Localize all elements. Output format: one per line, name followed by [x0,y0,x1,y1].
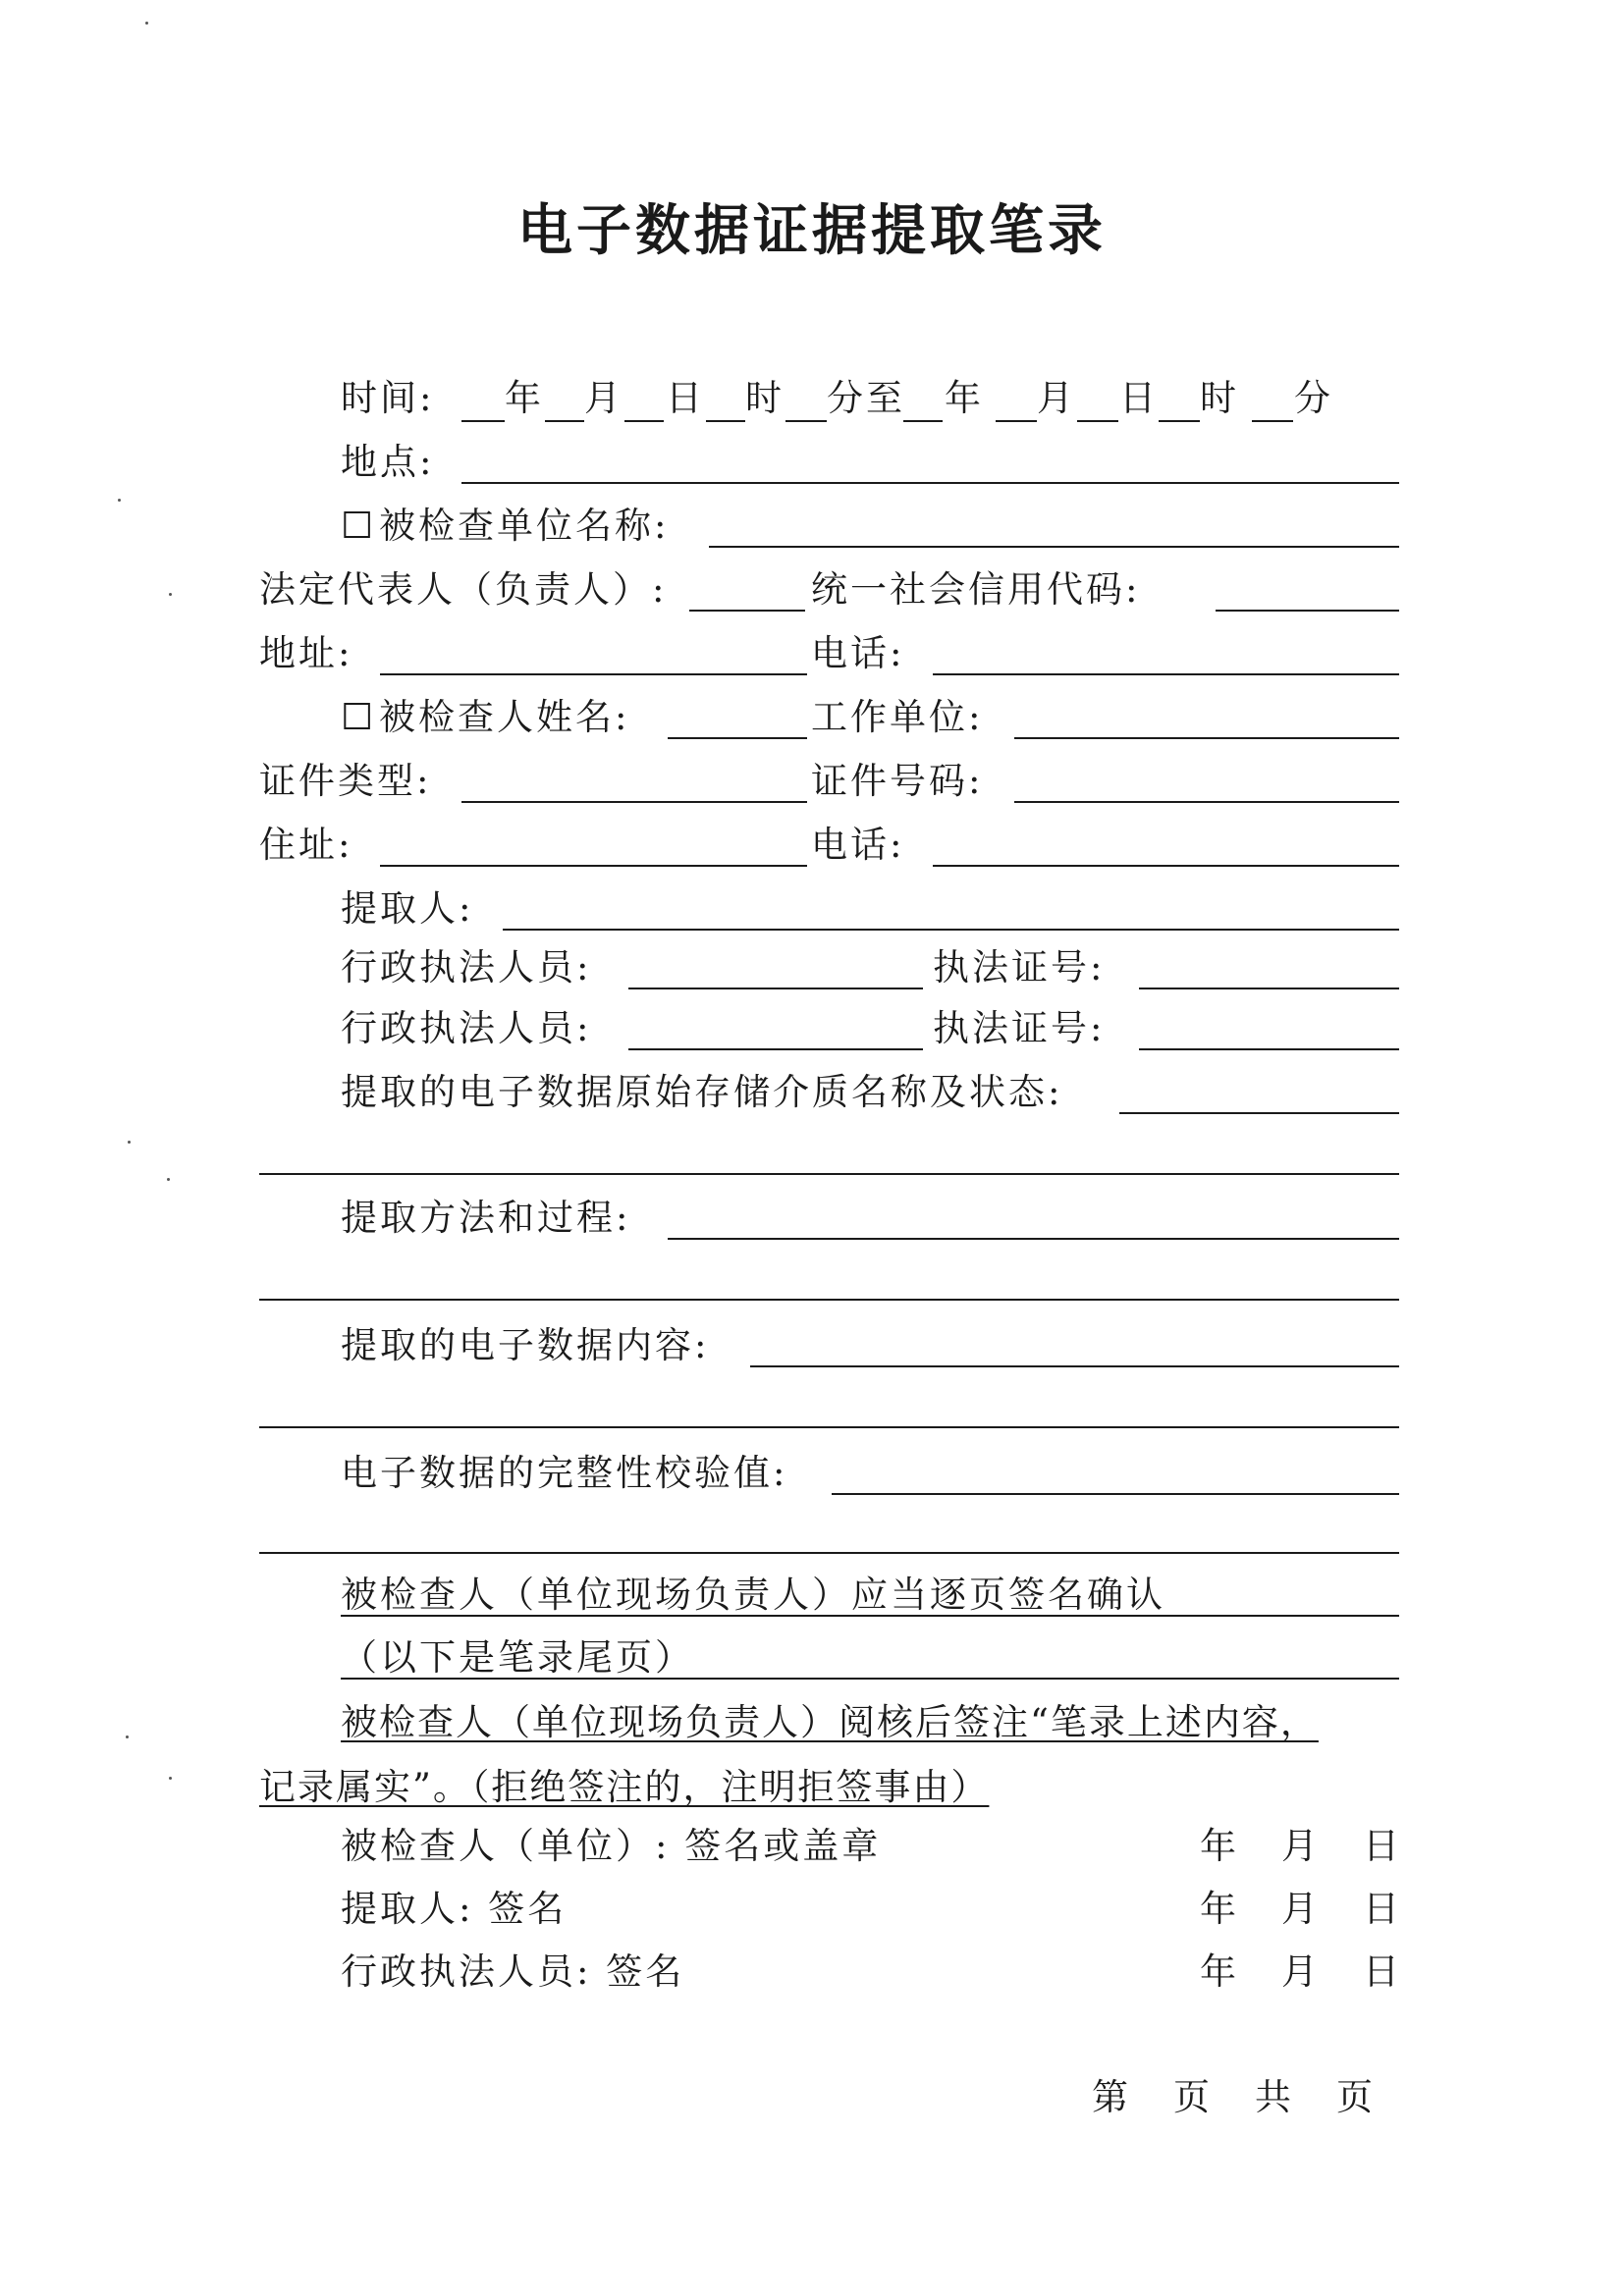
id-number-label: 证件号码: [811,760,984,802]
note-line-2: （以下是笔录尾页） [341,1636,694,1679]
signature-label: 被检查人（单位）: 签名或盖章 [341,1825,882,1867]
scan-speck [169,1777,172,1780]
cert-number-field[interactable] [1139,988,1399,989]
note-underline-2 [341,1678,1399,1680]
time-day2-blank[interactable] [1077,420,1118,422]
time-unit: 年 [505,377,541,419]
scan-speck [169,593,172,596]
time-unit: 年 [945,377,981,419]
time-unit: 月 [584,377,621,419]
place-label: 地点: [341,441,435,483]
id-type-label: 证件类型: [259,760,432,802]
scan-speck [145,22,148,25]
cert-number-label: 执法证号: [933,946,1106,988]
unit-phone-field[interactable] [933,673,1399,675]
media-field[interactable] [1119,1112,1399,1114]
method-field-line2[interactable] [259,1299,1399,1301]
scan-speck [126,1735,129,1738]
content-field-line2[interactable] [259,1426,1399,1428]
time-year2-blank[interactable] [903,420,943,422]
unit-address-field[interactable] [380,673,807,675]
extractor-field[interactable] [503,929,1399,931]
date-day: 日 [1363,1888,1399,1930]
credit-code-label: 统一社会信用代码: [811,568,1141,611]
date-month: 月 [1281,1825,1318,1867]
date-day: 日 [1363,1825,1399,1867]
legal-rep-field[interactable] [689,610,805,612]
unit-checkbox[interactable]: ☐ [341,505,374,547]
content-label: 提取的电子数据内容: [341,1324,710,1366]
person-name-label: 被检查人姓名: [379,696,630,738]
time-hour-blank[interactable] [706,420,745,422]
note-line-4: 记录属实”。（拒绝签注的，注明拒签事由） [259,1766,990,1808]
cert-number-field[interactable] [1139,1048,1399,1050]
date-year: 年 [1200,1825,1236,1867]
checksum-field[interactable] [832,1493,1399,1495]
scan-speck [167,1178,170,1181]
person-name-field[interactable] [668,737,807,739]
scan-speck [128,1141,131,1144]
credit-code-field[interactable] [1216,610,1399,612]
time-unit: 时 [745,377,782,419]
time-unit: 日 [1119,377,1156,419]
person-checkbox[interactable]: ☐ [341,696,374,738]
id-type-field[interactable] [461,801,807,803]
date-month: 月 [1281,1888,1318,1930]
content-field[interactable] [750,1365,1399,1367]
unit-phone-label: 电话: [811,632,905,674]
time-unit: 分至 [827,377,905,419]
person-phone-field[interactable] [933,865,1399,867]
note-line-3: 被检查人（单位现场负责人）阅核后签注“笔录上述内容， [341,1701,1319,1743]
extractor-label: 提取人: [341,887,474,930]
date-year: 年 [1200,1950,1236,1993]
signature-label: 行政执法人员: 签名 [341,1950,685,1993]
time-year-blank[interactable] [461,420,505,422]
media-field-line2[interactable] [259,1173,1399,1175]
unit-name-field[interactable] [709,546,1399,548]
work-unit-label: 工作单位: [811,696,984,738]
officer-field[interactable] [628,1048,923,1050]
unit-name-label: 被检查单位名称: [379,505,670,547]
residence-label: 住址: [259,824,353,866]
time-unit: 日 [666,377,702,419]
note-line-1: 被检查人（单位现场负责人）应当逐页签名确认 [341,1574,1165,1616]
cert-number-label: 执法证号: [933,1007,1106,1049]
officer-label: 行政执法人员: [341,946,592,988]
checksum-field-line2[interactable] [259,1552,1399,1554]
note-underline-1 [341,1615,1399,1617]
date-day: 日 [1363,1950,1399,1993]
officer-field[interactable] [628,988,923,989]
time-label: 时间: [341,377,435,419]
place-field[interactable] [461,482,1399,484]
signature-label: 提取人: 签名 [341,1888,568,1930]
page-footer-ye: 页 [1173,2076,1210,2118]
officer-label: 行政执法人员: [341,1007,592,1049]
legal-rep-label: 法定代表人（负责人）: [259,568,668,611]
id-number-field[interactable] [1014,801,1399,803]
time-month-blank[interactable] [545,420,584,422]
time-unit: 月 [1037,377,1073,419]
date-month: 月 [1281,1950,1318,1993]
page-footer-di: 第 [1092,2076,1128,2118]
method-field[interactable] [668,1238,1399,1240]
page-footer-gong: 共 [1255,2076,1291,2118]
time-day-blank[interactable] [624,420,664,422]
document-title: 电子数据证据提取笔录 [517,198,1107,263]
time-minute2-blank[interactable] [1252,420,1293,422]
date-year: 年 [1200,1888,1236,1930]
time-month2-blank[interactable] [996,420,1037,422]
time-unit: 分 [1294,377,1330,419]
method-label: 提取方法和过程: [341,1197,631,1239]
time-hour2-blank[interactable] [1159,420,1200,422]
residence-field[interactable] [380,865,807,867]
scan-speck [118,499,121,502]
checksum-label: 电子数据的完整性校验值: [341,1452,788,1494]
time-unit: 时 [1200,377,1236,419]
time-minute-blank[interactable] [785,420,827,422]
person-phone-label: 电话: [811,824,905,866]
unit-address-label: 地址: [259,632,353,674]
media-label: 提取的电子数据原始存储介质名称及状态: [341,1071,1063,1113]
page-footer-ye2: 页 [1336,2076,1373,2118]
work-unit-field[interactable] [1014,737,1399,739]
